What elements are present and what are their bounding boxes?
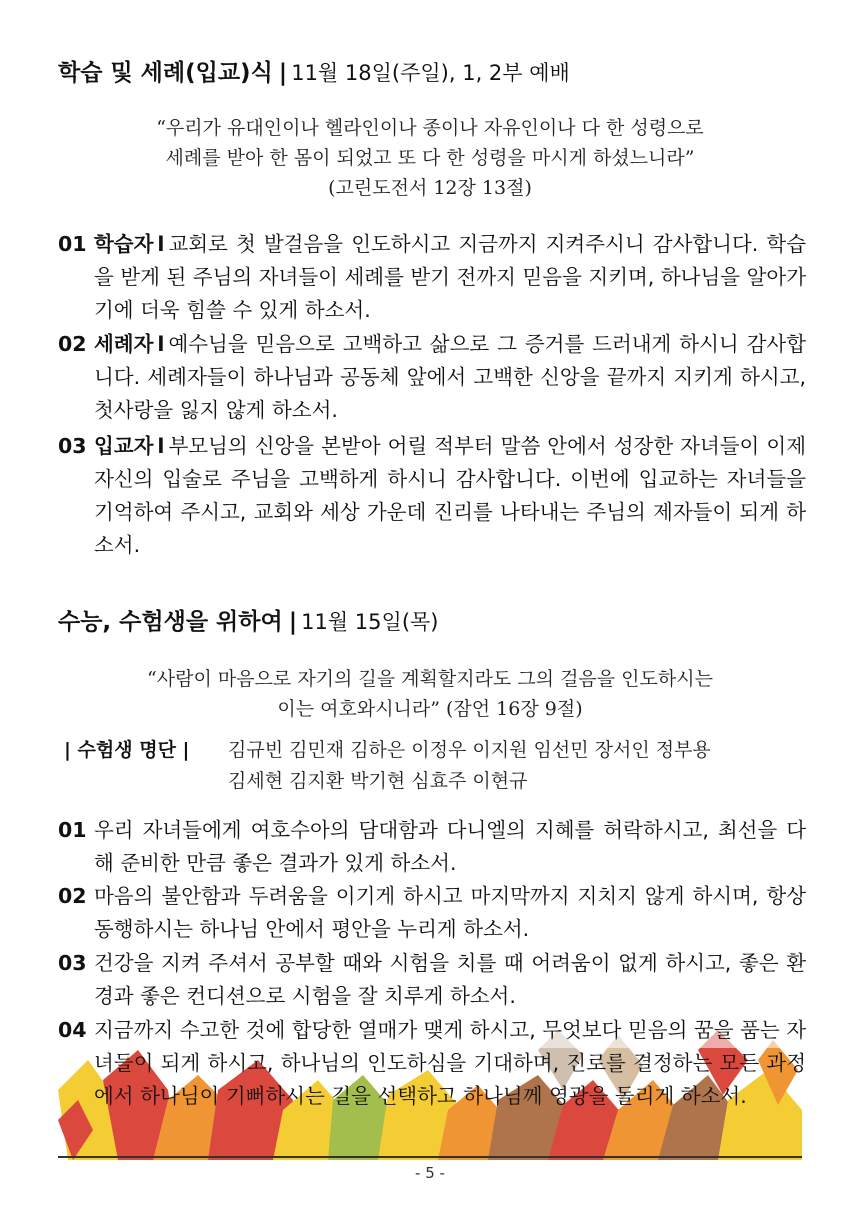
section1-separator: | — [278, 60, 288, 86]
section1-item-1 — [58, 228, 806, 327]
item-number: 02 — [58, 332, 87, 356]
examinee-names-line1: 김규빈 김민재 김하은 이정우 이지원 임선민 장서인 정부용 — [228, 739, 711, 761]
item-text: 지금까지 수고한 것에 합당한 열매가 맺게 하시고, 무엇보다 믿음의 꿈을 품는 자녀들이 되게 하시고, 하나님의 인도하심을 기대하며, 진로를 결정하는 모든 과정에서 하나님이 기뻐하시는 길을 선택하고 하나님께 영광을 돌리게 하소서. — [94, 1018, 806, 1108]
section1-heading — [58, 58, 570, 88]
section1-verse-line1: “우리가 유대인이나 헬라인이나 종이나 자유인이나 다 한 성령으로 — [156, 117, 704, 139]
examinee-names-label: | 수험생 명단 | — [64, 739, 190, 761]
section2-title: 수능, 수험생을 위하여 — [58, 609, 283, 635]
section1-date: 11월 18일(주일), 1, 2부 예배 — [291, 61, 570, 85]
item-text: 건강을 지켜 주셔서 공부할 때와 시험을 치를 때 어려움이 없게 하시고, 좋은 환경과 좋은 컨디션으로 시험을 잘 치루게 하소서. — [94, 951, 806, 1008]
item-number: 01 — [58, 818, 87, 842]
item-number: 03 — [58, 434, 87, 458]
item-label: 학습자 — [94, 232, 154, 256]
item-label: 입교자 — [94, 434, 154, 458]
item-label: 세례자 — [94, 332, 154, 356]
item-text: 마음의 불안함과 두려움을 이기게 하시고 마지막까지 지치지 않게 하시며, 항상 동행하시는 하나님 안에서 평안을 누리게 하소서. — [94, 884, 806, 941]
item-bar: l — [157, 232, 165, 256]
section2-item-2 — [58, 880, 806, 946]
examinee-names — [64, 735, 804, 797]
item-bar: l — [157, 332, 165, 356]
examinee-names-line2: 김세현 김지환 박기현 심효주 이현규 — [228, 770, 528, 792]
section2-item-1 — [58, 814, 806, 880]
section2-heading — [58, 607, 439, 637]
item-text: 부모님의 신앙을 본받아 어릴 적부터 말씀 안에서 성장한 자녀들이 이제 자신의 입술로 주님을 고백하게 하시니 감사합니다. 이번에 입교하는 자녀들을 기억하여 주시고, 교회와 세상 가운데 진리를 나타내는 주님의 제자들이 되게 하소서. — [94, 434, 806, 557]
item-number: 03 — [58, 951, 87, 975]
section1-verse-line2: 세례를 받아 한 몸이 되었고 또 다 한 성령을 마시게 하셨느니라” — [165, 147, 695, 169]
section1-verse — [60, 113, 800, 203]
item-text: 우리 자녀들에게 여호수아의 담대함과 다니엘의 지혜를 허락하시고, 최선을 다해 준비한 만큼 좋은 결과가 있게 하소서. — [94, 818, 806, 875]
section2-verse-line1: “사람이 마음으로 자기의 길을 계획할지라도 그의 걸음을 인도하시는 — [147, 668, 713, 690]
item-bar: l — [157, 434, 165, 458]
section2-verse-line2: 이는 여호와시니라” (잠언 16장 9절) — [277, 698, 583, 720]
section2-item-4 — [58, 1014, 806, 1113]
section2-verse — [60, 664, 800, 724]
section1-item-3 — [58, 430, 806, 562]
item-number: 02 — [58, 884, 87, 908]
item-number: 04 — [58, 1018, 87, 1042]
page-number: - 5 - — [415, 1164, 445, 1182]
section1-verse-reference: (고린도전서 12장 13절) — [328, 177, 532, 199]
item-number: 01 — [58, 232, 87, 256]
item-text: 교회로 첫 발걸음을 인도하시고 지금까지 지켜주시니 감사합니다. 학습을 받게 된 주님의 자녀들이 세례를 받기 전까지 믿음을 지키며, 하나님을 알아가기에 더욱 힘쓸 수 있게 하소서. — [94, 232, 806, 322]
section2-item-3 — [58, 947, 806, 1013]
section2-separator: | — [288, 609, 298, 635]
section1-title: 학습 및 세례(입교)식 — [58, 60, 273, 86]
examinee-names-list — [228, 735, 804, 797]
item-text: 예수님을 믿음으로 고백하고 삶으로 그 증거를 드러내게 하시니 감사합니다. 세례자들이 하나님과 공동체 앞에서 고백한 신앙을 끝까지 지키게 하시고, 첫사랑을 잃지 않게 하소서. — [94, 332, 806, 422]
section1-item-2 — [58, 328, 806, 427]
footer-divider — [58, 1156, 802, 1158]
section2-date: 11월 15일(목) — [301, 610, 439, 634]
